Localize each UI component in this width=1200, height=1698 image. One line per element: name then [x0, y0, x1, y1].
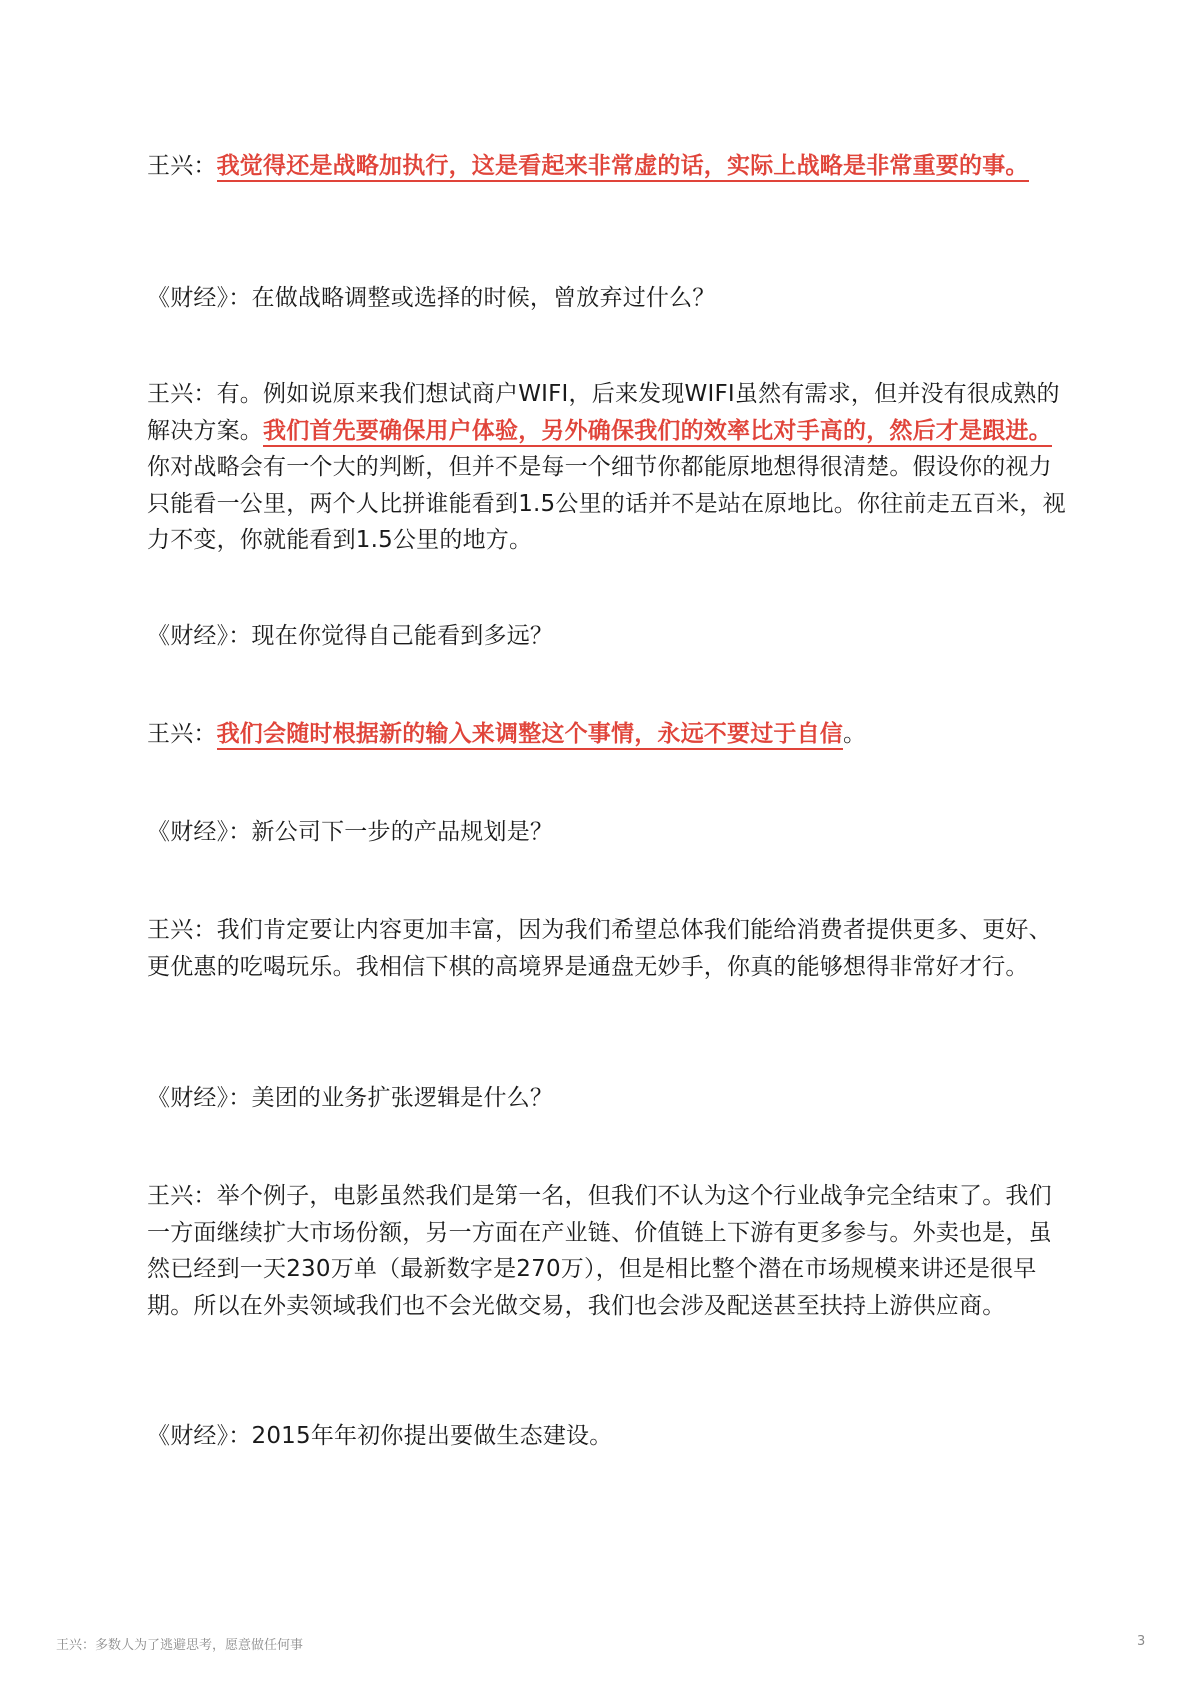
paragraph-1-part-1: 王兴：	[147, 153, 217, 179]
paragraph-5	[147, 716, 1067, 753]
paragraph-4-part-1: 《财经》：现在你觉得自己能看到多远？	[147, 623, 554, 649]
paragraph-2-part-1: 《财经》：在做战略调整或选择的时候，曾放弃过什么？	[147, 285, 716, 311]
paragraph-8-question	[147, 1080, 1067, 1117]
paragraph-5-part-3: 。	[843, 721, 867, 747]
paragraph-2-question	[147, 280, 1067, 317]
paragraph-1	[147, 148, 1067, 185]
paragraph-3	[147, 376, 1067, 559]
paragraph-8-part-1: 《财经》：美团的业务扩张逻辑是什么？	[147, 1085, 554, 1111]
paragraph-5-part-1: 王兴：	[147, 721, 217, 747]
footer-title: 王兴：多数人为了逃避思考，愿意做任何事	[56, 1638, 304, 1653]
page-number: 3	[1137, 1634, 1146, 1649]
paragraph-7	[147, 912, 1067, 985]
paragraph-5-highlight: 我们会随时根据新的输入来调整这个事情，永远不要过于自信	[217, 721, 843, 750]
paragraph-4-question	[147, 618, 1067, 655]
paragraph-3-highlight: 我们首先要确保用户体验，另外确保我们的效率比对手高的，然后才是跟进。	[263, 418, 1052, 447]
paragraph-1-highlight: 我觉得还是战略加执行，这是看起来非常虚的话，实际上战略是非常重要的事。	[217, 153, 1029, 182]
paragraph-9-part-1: 王兴：举个例子，电影虽然我们是第一名，但我们不认为这个行业战争完全结束了。我们一方面继续扩大市场份额，另一方面在产业链、价值链上下游有更多参与。外卖也是，虽然已经到一天230万单（最新数字是270万），但是相比整个潜在市场规模来讲还是很早期。所以在外卖领域我们也不会光做交易，我们也会涉及配送甚至扶持上游供应商。	[147, 1183, 1052, 1319]
paragraph-10-part-1: 《财经》：2015年年初你提出要做生态建设。	[147, 1423, 613, 1449]
paragraph-6-question	[147, 814, 1067, 851]
paragraph-7-part-1: 王兴：我们肯定要让内容更加丰富，因为我们希望总体我们能给消费者提供更多、更好、更优惠的吃喝玩乐。我相信下棋的高境界是通盘无妙手，你真的能够想得非常好才行。	[147, 917, 1052, 980]
paragraph-9	[147, 1178, 1067, 1324]
paragraph-3-part-1: 王兴：有。例如说原来我们想试商户WIFI，后来发现WIFI虽然有需求，但并没有很成熟的解决方案。	[147, 381, 1060, 444]
paragraph-10-question	[147, 1418, 1067, 1455]
paragraph-3-part-3: 你对战略会有一个大的判断，但并不是每一个细节你都能原地想得很清楚。假设你的视力只能看一公里，两个人比拼谁能看到1.5公里的话并不是站在原地比。你往前走五百米，视力不变，你就能看到1.5公里的地方。	[147, 454, 1066, 553]
paragraph-6-part-1: 《财经》：新公司下一步的产品规划是？	[147, 819, 554, 845]
